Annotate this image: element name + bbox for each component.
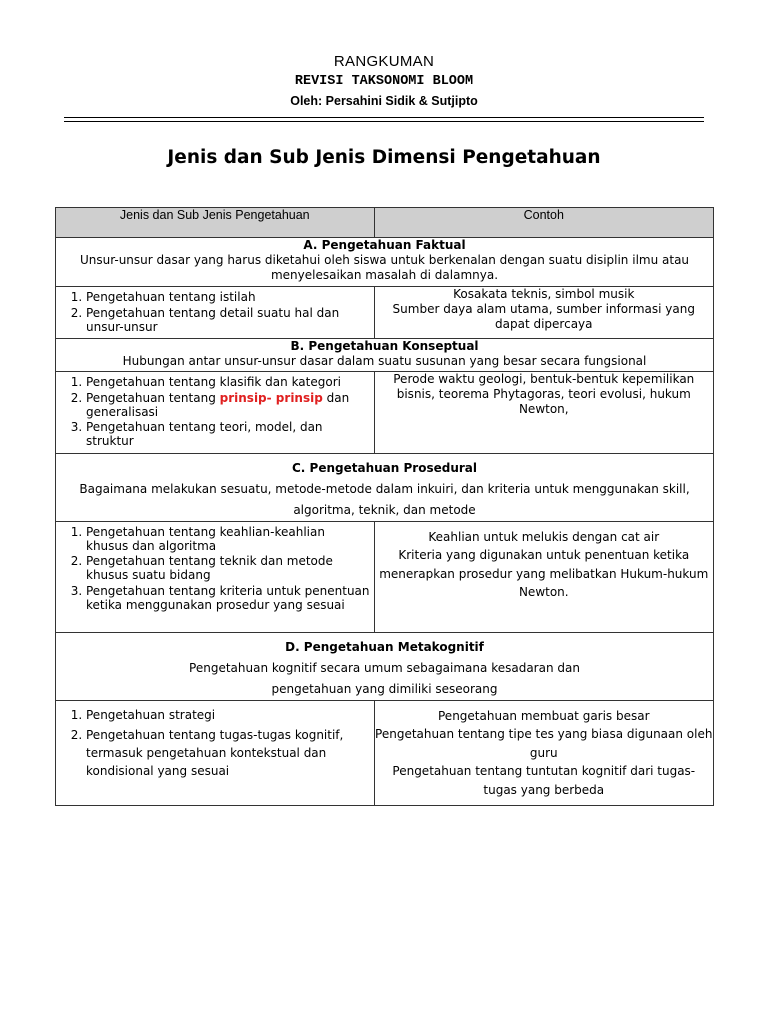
table-row <box>56 521 714 632</box>
subtype-list <box>56 287 374 338</box>
example-text: Pengetahuan membuat garis besar <box>438 708 650 723</box>
col-header-types: Jenis dan Sub Jenis Pengetahuan <box>56 208 375 238</box>
header-rangkuman: RANGKUMAN <box>333 53 435 70</box>
subtype-list <box>56 372 374 453</box>
example-text: Pengetahuan tentang tuntutan kognitif dari tugas-tugas yang berbeda <box>392 764 696 797</box>
example-text: Sumber daya alam utama, sumber informasi yang dapat dipercaya <box>392 302 695 331</box>
example-text: Kriteria yang digunakan untuk penentuan ketika menerapkan prosedur yang melibatkan Hukum-hukum Newton. <box>379 548 709 599</box>
list-item: 2. Pengetahuan tentang teknik dan metode khusus suatu bidang <box>86 554 370 582</box>
header-revisi: REVISI TAKSONOMI BLOOM <box>294 74 474 89</box>
section-description: Bagaimana melakukan sesuatu, metode-metode dalam inkuiri, dan kriteria untuk menggunakan skill, algoritma, teknik, dan metode <box>79 481 690 517</box>
table-header-row <box>56 208 714 238</box>
section-description: Pengetahuan kognitif secara umum sebagaimana kesadaran dan pengetahuan yang dimiliki seseorang <box>189 660 580 696</box>
highlight-text: prinsip- prinsip <box>219 390 323 405</box>
header-rule-thin <box>64 117 704 118</box>
example-text: Pengetahuan tentang tipe tes yang biasa digunaan oleh guru <box>375 727 713 760</box>
subtype-list <box>56 701 374 785</box>
list-item: 1. Pengetahuan tentang klasifik dan kategori <box>86 375 370 389</box>
list-item: 1. Pengetahuan strategi <box>86 706 370 724</box>
example-text: Perode waktu geologi, bentuk-bentuk kepemilikan bisnis, teorema Phytagoras, teori evolusi, hukum Newton, <box>393 372 695 416</box>
example-text: Kosakata teknis, simbol musik <box>453 287 635 301</box>
table-row <box>56 287 714 339</box>
table-row <box>56 372 714 454</box>
subtype-list <box>56 522 374 617</box>
section-description: Unsur-unsur dasar yang harus diketahui oleh siswa untuk berkenalan dengan suatu disiplin ilmu atau menyelesaikan masalah di dalamnya. <box>79 253 690 282</box>
section-row-a <box>56 238 714 287</box>
col-header-examples: Contoh <box>374 208 713 238</box>
list-item: 1. Pengetahuan tentang istilah <box>86 290 370 304</box>
list-item: 3. Pengetahuan tentang teori, model, dan struktur <box>86 420 370 448</box>
section-heading: D. Pengetahuan Metakognitif <box>285 639 484 654</box>
header-rule-thick <box>64 121 704 122</box>
header-author: Oleh: Persahini Sidik & Sutjipto <box>290 94 478 108</box>
section-row-c <box>56 453 714 521</box>
section-heading: B. Pengetahuan Konseptual <box>290 339 479 353</box>
page-title: Jenis dan Sub Jenis Dimensi Pengetahuan <box>167 147 601 168</box>
document-header <box>0 52 768 110</box>
list-item: 2. Pengetahuan tentang prinsip- prinsip dan generalisasi <box>86 391 370 419</box>
list-item: 2. Pengetahuan tentang detail suatu hal dan unsur-unsur <box>86 306 370 334</box>
list-item: 2. Pengetahuan tentang tugas-tugas kognitif, termasuk pengetahuan kontekstual dan kondisional yang sesuai <box>86 726 370 780</box>
section-heading: A. Pengetahuan Faktual <box>303 238 466 252</box>
example-text: Keahlian untuk melukis dengan cat air <box>428 529 660 544</box>
list-item: 1. Pengetahuan tentang keahlian-keahlian khusus dan algoritma <box>86 525 370 553</box>
section-heading: C. Pengetahuan Prosedural <box>292 460 477 475</box>
section-row-b <box>56 339 714 372</box>
section-row-d <box>56 632 714 700</box>
section-description: Hubungan antar unsur-unsur dasar dalam suatu susunan yang besar secara fungsional <box>122 354 647 368</box>
knowledge-table <box>55 207 714 806</box>
list-item: 3. Pengetahuan tentang kriteria untuk penentuan ketika menggunakan prosedur yang sesuai <box>86 584 370 612</box>
table-row <box>56 700 714 805</box>
